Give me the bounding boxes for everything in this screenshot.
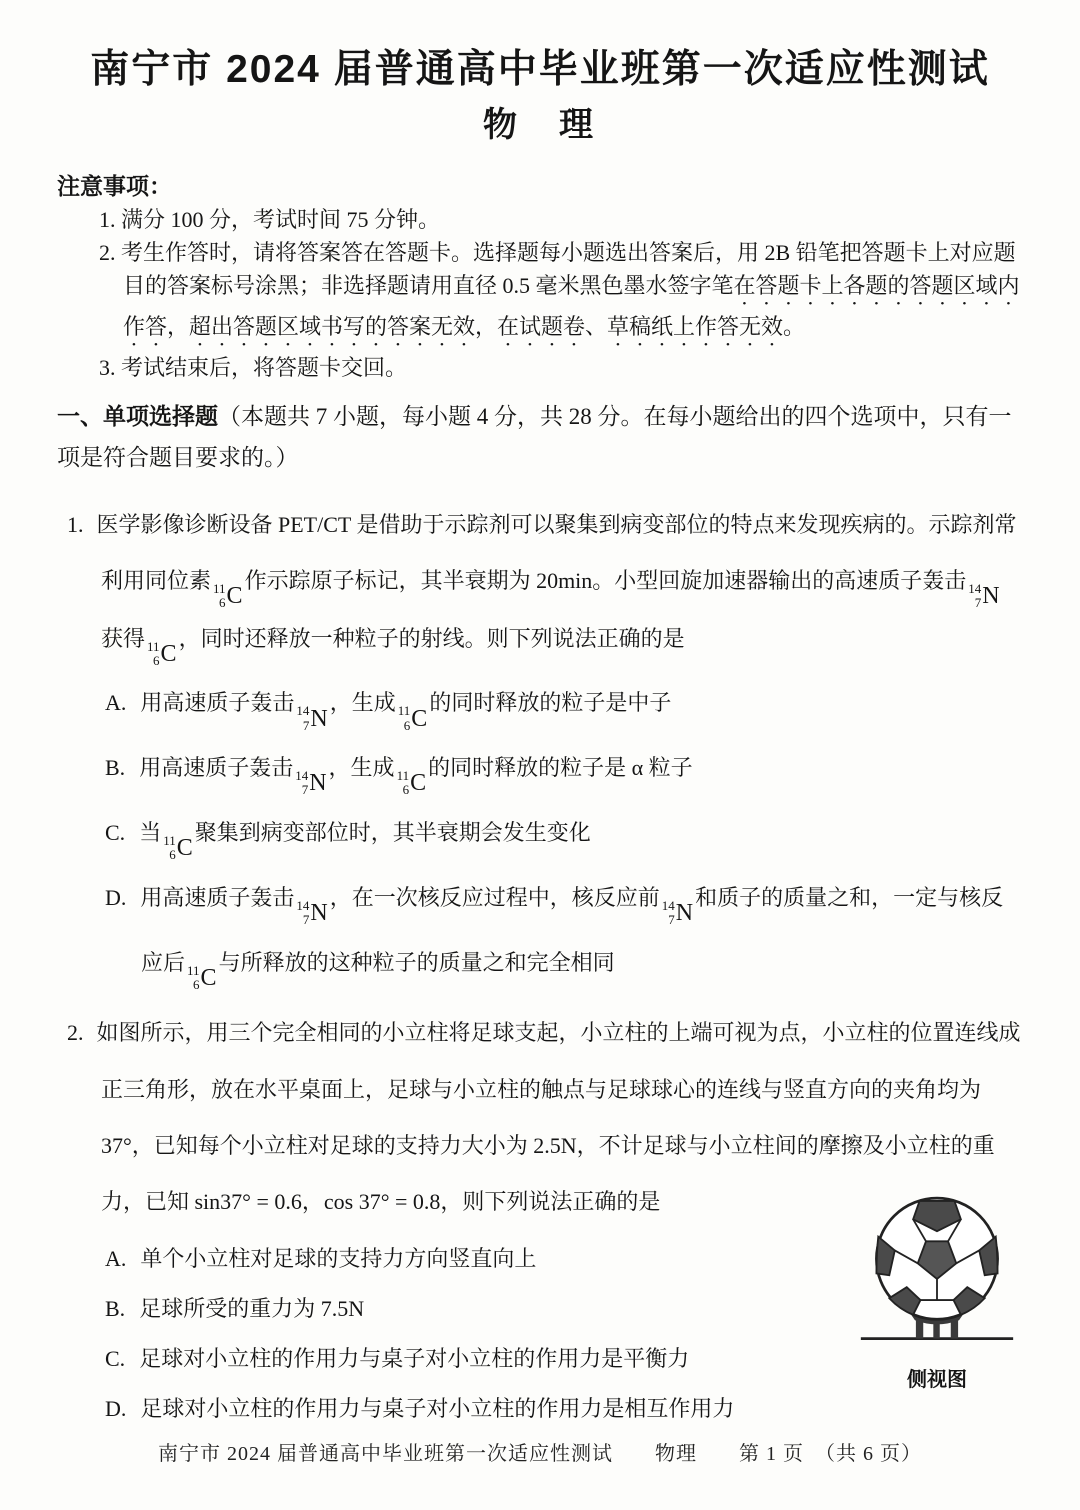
element-symbol: C — [411, 705, 428, 732]
mass-number: 11 — [187, 962, 200, 978]
options-list — [105, 1234, 865, 1434]
notice-item — [99, 203, 1023, 236]
atomic-number: 7 — [301, 782, 309, 798]
soccer-ball-illustration — [859, 1189, 1015, 1356]
mass-number: 11 — [163, 832, 176, 848]
atomic-number: 6 — [169, 847, 176, 863]
section-label: 一、单项选择题 — [57, 402, 218, 429]
element-symbol: N — [675, 900, 694, 927]
question-2 — [57, 1005, 1023, 1433]
atomic-number: 6 — [153, 653, 160, 669]
nuclide-mass-and-atomic-numbers — [662, 899, 675, 928]
mass-number: 14 — [661, 897, 675, 913]
option-text: 当 11 6 C 聚集到病变部位时，其半衰期会发生变化 — [139, 819, 591, 863]
section-description: （本题共 7 小题，每小题 4 分，共 28 分。在每小题给出的四个选项中，只有一项是符合题目要求的。） — [57, 403, 1012, 471]
option-D — [105, 866, 1023, 996]
mass-number: 11 — [397, 702, 411, 718]
nuclide-mass-and-atomic-numbers — [163, 834, 176, 863]
question-stem — [67, 497, 1023, 669]
option-D — [105, 1384, 865, 1434]
page-title: 南宁市 2024 届普通高中毕业班第一次适应性测试 — [90, 48, 990, 91]
option-text: 用高速质子轰击 14 7 N ，在一次核反应过程中，核反应前 14 7 N 和质子的质量之和，一定与核反应后 11 6 C 与所释放的这种粒子的质量之和完全相同 — [140, 884, 1004, 993]
soccer-ball-on-pillars-side-view — [859, 1189, 1015, 1392]
nuclide-notation — [295, 769, 326, 798]
nuclide-mass-and-atomic-numbers — [213, 582, 226, 611]
notice-emphasized-text: 在答题卡上各题的答题区域内作答，超出答题区域书写的答案无效，在试题卷、草稿纸上作答无效。 — [123, 272, 1020, 339]
option-text: 用高速质子轰击 14 7 N ，生成 11 6 C 的同时释放的粒子是 α 粒子 — [139, 754, 693, 798]
nuclide-notation — [662, 899, 693, 928]
notices-section — [57, 170, 1023, 384]
element-symbol: N — [310, 705, 328, 732]
option-text: 用高速质子轰击 14 7 N ，生成 11 6 C 的同时释放的粒子是中子 — [140, 689, 672, 733]
option-C — [105, 801, 1023, 866]
element-symbol: C — [410, 770, 427, 797]
nuclide-notation — [296, 704, 327, 733]
element-symbol: N — [982, 583, 1000, 610]
option-text: 足球对小立柱的作用力与桌子对小立柱的作用力是平衡力 — [139, 1345, 690, 1371]
subject-title: 物 理 — [483, 105, 597, 144]
option-C — [105, 1334, 865, 1384]
option-label: C. — [105, 1345, 126, 1371]
option-label: A. — [105, 689, 127, 715]
question-stem-text: 医学影像诊断设备 PET/CT 是借助于示踪剂可以聚集到病变部位的特点来发现疾病的。示踪剂常利用同位素 11 6 C 作示踪原子标记，其半衰期为 20min。小型回旋加速器输出的高速质子轰击 14 7 N 获得 11 6 C ，同时还释放一种粒子的射线。则下列说法正确的是 — [96, 511, 1017, 669]
nuclide-notation — [296, 899, 327, 928]
question-stem-text: 如图所示，用三个完全相同的小立柱将足球支起，小立柱的上端可视为点，小立柱的位置连线成正三角形，放在水平桌面上，足球与小立柱的触点与足球球心的连线与竖直方向的夹角均为 37°，已知每个小立柱对足球的支持力大小为 2.5N，不计足球与小立柱间的摩擦及小立柱的重力，已知 sin37° = 0.6，cos 37° = 0.8，则下列说法正确的是 — [96, 1020, 1021, 1214]
nuclide-mass-and-atomic-numbers — [398, 704, 411, 733]
figure-caption: 侧视图 — [907, 1369, 967, 1392]
mass-number: 11 — [147, 638, 160, 654]
mass-number: 14 — [968, 580, 982, 596]
question-number: 2. — [67, 1020, 84, 1046]
nuclide-mass-and-atomic-numbers — [187, 964, 200, 993]
atomic-number: 7 — [302, 912, 310, 928]
atomic-number: 7 — [302, 717, 310, 733]
notice-item — [99, 351, 1023, 384]
option-A — [105, 1234, 865, 1284]
option-B — [105, 1284, 865, 1334]
question-1 — [57, 497, 1023, 996]
nuclide-notation — [163, 834, 193, 863]
nuclide-mass-and-atomic-numbers — [968, 582, 981, 611]
nuclide-notation — [147, 640, 177, 669]
notice-item — [99, 236, 1023, 351]
nuclide-notation — [397, 769, 427, 798]
notices-heading: 注意事项： — [57, 172, 172, 199]
option-A — [105, 671, 1023, 736]
option-label: C. — [105, 819, 126, 845]
option-label: D. — [105, 1395, 127, 1421]
atomic-number: 7 — [974, 595, 982, 611]
element-symbol: C — [200, 965, 217, 992]
element-symbol: N — [309, 770, 327, 797]
notice-text: 2. 考生作答时，请将答案答在答题卡。选择题每小题选出答案后，用 2B 铅笔把答题卡上对应题目的答案标号涂黑；非选择题请用直径 0.5 毫米黑色墨水签字笔 — [99, 239, 1016, 298]
option-label: A. — [105, 1245, 127, 1271]
mass-number: 14 — [296, 897, 310, 913]
option-label: B. — [105, 754, 126, 780]
question-number: 1. — [67, 511, 84, 537]
option-label: B. — [105, 1295, 126, 1321]
nuclide-mass-and-atomic-numbers — [147, 640, 160, 669]
atomic-number: 6 — [403, 717, 411, 733]
nuclide-notation — [187, 964, 217, 993]
notice-text: 1. 满分 100 分，考试时间 75 分钟。 — [99, 206, 441, 232]
notice-text: 3. 考试结束后，将答题卡交回。 — [99, 354, 408, 380]
atomic-number: 6 — [402, 782, 410, 798]
notice-list — [57, 203, 1023, 384]
option-text: 足球所受的重力为 7.5N — [139, 1295, 365, 1321]
question-list — [57, 497, 1023, 1434]
nuclide-mass-and-atomic-numbers — [296, 899, 309, 928]
atomic-number: 7 — [668, 912, 675, 928]
nuclide-mass-and-atomic-numbers — [295, 769, 308, 798]
nuclide-notation — [398, 704, 428, 733]
section-heading — [57, 396, 1023, 479]
element-symbol: N — [310, 900, 328, 927]
nuclide-notation — [968, 582, 999, 611]
nuclide-notation — [213, 582, 243, 611]
nuclide-mass-and-atomic-numbers — [397, 769, 410, 798]
element-symbol: C — [176, 835, 193, 862]
mass-number: 11 — [396, 767, 410, 783]
option-text: 单个小立柱对足球的支持力方向竖直向上 — [140, 1245, 537, 1271]
mass-number: 11 — [213, 580, 226, 596]
option-label: D. — [105, 884, 127, 910]
mass-number: 14 — [296, 702, 310, 718]
atomic-number: 6 — [193, 977, 200, 993]
nuclide-mass-and-atomic-numbers — [296, 704, 309, 733]
element-symbol: C — [226, 583, 243, 610]
atomic-number: 6 — [219, 595, 226, 611]
option-B — [105, 736, 1023, 801]
mass-number: 14 — [295, 767, 309, 783]
options-list — [105, 671, 1023, 995]
element-symbol: C — [160, 641, 177, 668]
page-footer: 南宁市 2024 届普通高中毕业班第一次适应性测试 物理 第 1 页 （共 6 页） — [158, 1443, 922, 1465]
option-text: 足球对小立柱的作用力与桌子对小立柱的作用力是相互作用力 — [140, 1395, 735, 1421]
